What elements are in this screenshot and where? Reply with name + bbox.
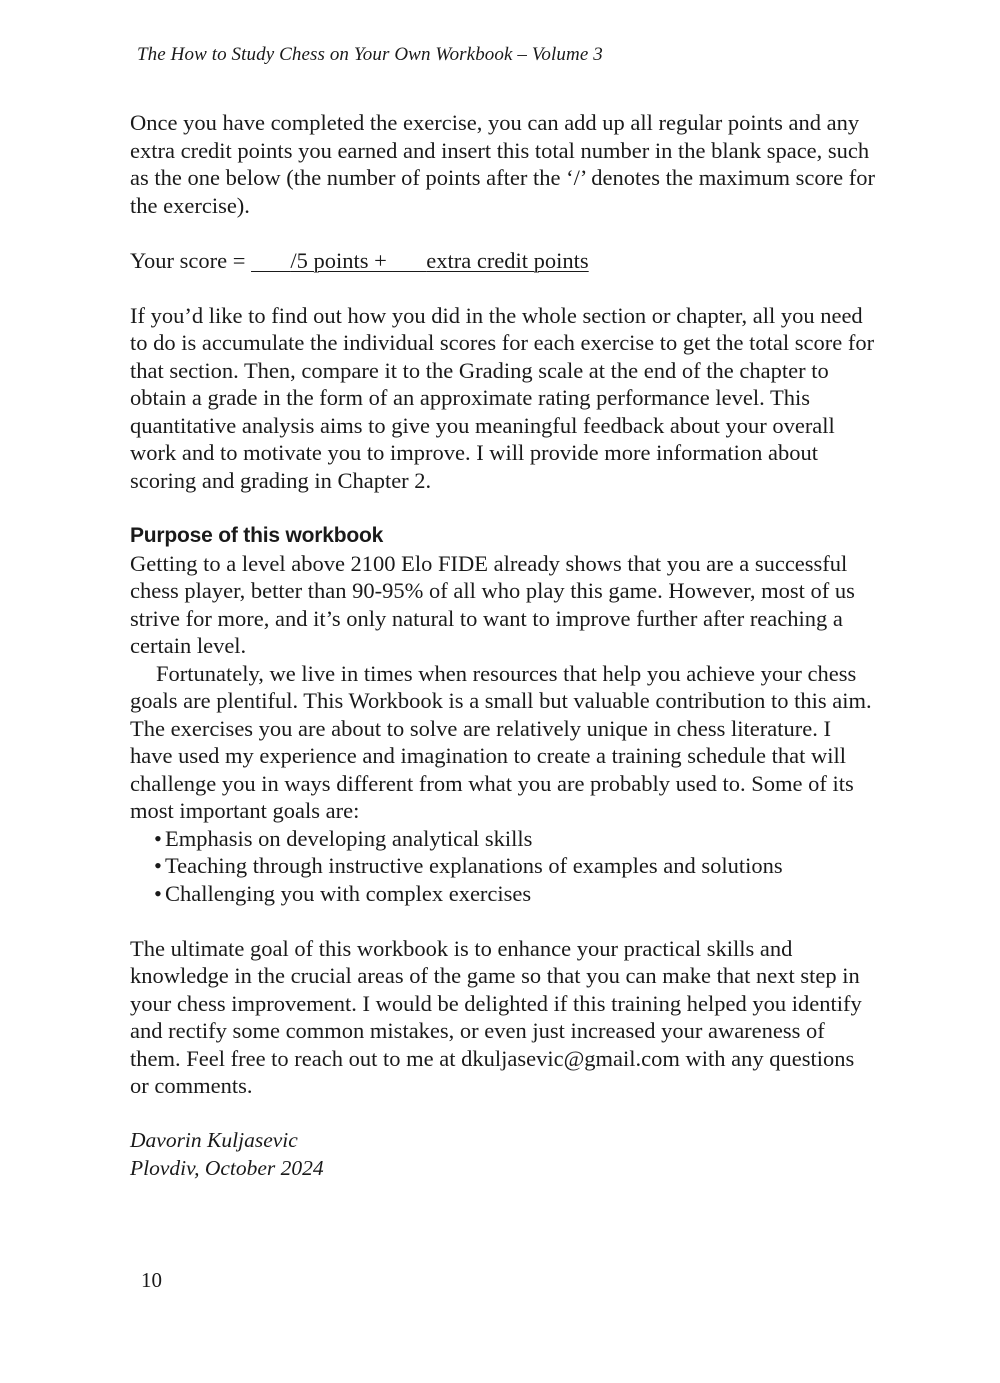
spacer xyxy=(130,274,875,302)
goal-text: Teaching through instructive explanations of examples and solutions xyxy=(165,853,783,878)
goal-text: Emphasis on developing analytical skills xyxy=(165,825,533,851)
spacer xyxy=(130,907,875,935)
page-body xyxy=(130,109,875,1182)
bullet: • xyxy=(154,853,162,878)
goals-list xyxy=(130,825,875,908)
purpose-paragraph-3: The ultimate goal of this workbook is to enhance your practical skills and knowledge in the crucial areas of the game so that you can make that next step in your chess improvement. I would be delighted if this training helped you identify and rectify some common mistakes, or even just increased your awareness of them. Feel free to reach out to me at dkuljasevic@gmail.com with any questions or comments. xyxy=(130,935,862,1098)
score-prefix: Your score = xyxy=(130,247,252,273)
bullet: • xyxy=(154,880,162,906)
page-number: 10 xyxy=(141,1268,162,1292)
goal-text: Challenging you with complex exercises xyxy=(165,880,532,906)
spacer xyxy=(130,219,875,247)
list-item xyxy=(154,852,875,880)
list-item xyxy=(154,825,875,853)
intro-paragraph-2: If you’d like to find out how you did in the whole section or chapter, all you need to do is accumulate the individual scores for each exercise to get the total score for that section. Then, compare it to the Grading scale at the end of the chapter to obtain a grade in the form of an approximate rating performance level. This quantitative analysis aims to give you meaningful feedback about your overall work and to motivate you to improve. I will provide more information about scoring and grading in Chapter 2. xyxy=(130,302,875,493)
running-header: The How to Study Chess on Your Own Workbook – Volume 3 xyxy=(137,44,603,65)
purpose-paragraph-2: Fortunately, we live in times when resources that help you achieve your chess goals are plentiful. This Workbook is a small but valuable contribution to this aim. The exercises you are about to solve are relatively unique in chess literature. I have used my experience and imagination to create a training schedule that will challenge you in ways different from what you are probably used to. Some of its most important goals are: xyxy=(130,660,872,823)
score-blank-2 xyxy=(392,248,426,273)
author-name: Davorin Kuljasevic xyxy=(130,1128,298,1152)
bullet: • xyxy=(154,825,162,851)
spacer xyxy=(130,1100,875,1128)
score-max-points: /5 points + xyxy=(290,247,393,273)
score-underlined xyxy=(251,248,589,273)
score-extra-credit: extra credit points xyxy=(426,247,589,273)
purpose-paragraph-1: Getting to a level above 2100 Elo FIDE already shows that you are a successful chess player, better than 90-95% of all who play this game. However, most of us strive for more, and it’s only natural to want to improve further after reaching a certain level. xyxy=(130,550,855,658)
place-date: Plovdiv, October 2024 xyxy=(130,1155,324,1180)
intro-paragraph-1: Once you have completed the exercise, you can add up all regular points and any extra credit points you earned and insert this total number in the blank space, such as the one below (the number of points after the ‘/’ denotes the maximum score for the exercise). xyxy=(130,110,875,218)
spacer xyxy=(130,494,875,522)
section-heading: Purpose of this workbook xyxy=(130,523,384,547)
score-blank-1 xyxy=(251,248,290,273)
score-line xyxy=(130,247,875,275)
list-item xyxy=(154,880,875,908)
